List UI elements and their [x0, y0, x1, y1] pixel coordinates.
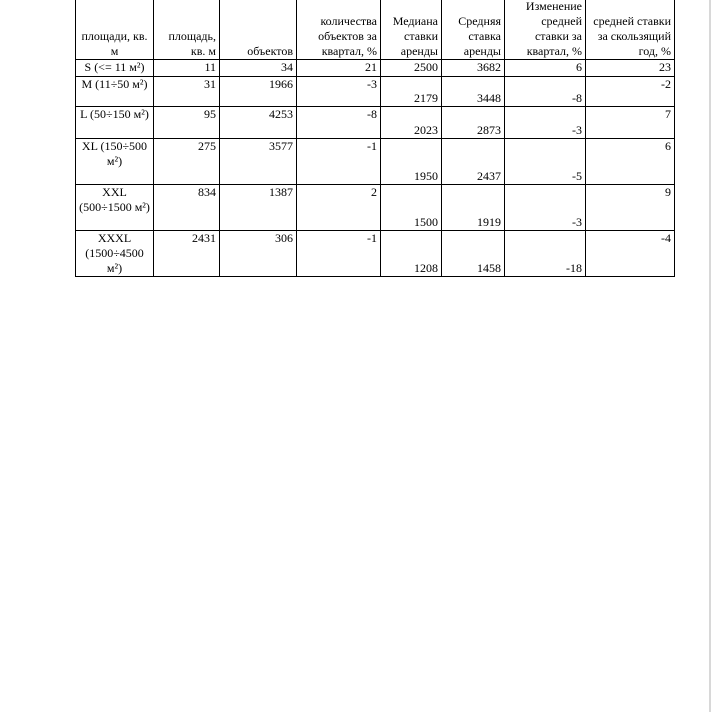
avg-rate: 3448 [442, 77, 505, 107]
avg-area: 11 [154, 60, 220, 77]
avg-rate: 1919 [442, 185, 505, 231]
size-class: XXL (500÷1500 м²) [76, 185, 154, 231]
rate-change-year: 23 [586, 60, 675, 77]
size-class: XXXL (1500÷4500 м²) [76, 231, 154, 277]
header-rate-change-year: средней ставки за скользящий год, % [586, 0, 675, 60]
table-row [76, 231, 675, 277]
size-class: XL (150÷500 м²) [76, 139, 154, 185]
rate-change-year: -4 [586, 231, 675, 277]
median-rate: 1950 [381, 139, 442, 185]
rate-change-year: 9 [586, 185, 675, 231]
avg-rate: 1458 [442, 231, 505, 277]
count-change: 21 [297, 60, 381, 77]
avg-area: 95 [154, 107, 220, 139]
table-row [76, 77, 675, 107]
rate-change-quarter: -18 [505, 231, 586, 277]
header-count-change: количества объектов за квартал, % [297, 0, 381, 60]
avg-area: 31 [154, 77, 220, 107]
table-row [76, 107, 675, 139]
object-count: 3577 [220, 139, 297, 185]
rate-change-year: 7 [586, 107, 675, 139]
rate-change-quarter: -5 [505, 139, 586, 185]
rent-rates-table [75, 0, 675, 277]
object-count: 34 [220, 60, 297, 77]
header-avg-area: площадь, кв. м [154, 0, 220, 60]
object-count: 1966 [220, 77, 297, 107]
count-change: -3 [297, 77, 381, 107]
table-row [76, 185, 675, 231]
rate-change-quarter: -8 [505, 77, 586, 107]
avg-area: 2431 [154, 231, 220, 277]
median-rate: 2023 [381, 107, 442, 139]
header-object-count: объектов [220, 0, 297, 60]
header-median-rate: Медиана ставки аренды [381, 0, 442, 60]
avg-rate: 3682 [442, 60, 505, 77]
median-rate: 2179 [381, 77, 442, 107]
median-rate: 2500 [381, 60, 442, 77]
table-header-row [76, 0, 675, 60]
count-change: -1 [297, 139, 381, 185]
object-count: 1387 [220, 185, 297, 231]
median-rate: 1500 [381, 185, 442, 231]
object-count: 306 [220, 231, 297, 277]
size-class: L (50÷150 м²) [76, 107, 154, 139]
header-area-range: площади, кв. м [76, 0, 154, 60]
avg-rate: 2437 [442, 139, 505, 185]
header-avg-rate: Средняя ставка аренды [442, 0, 505, 60]
count-change: -8 [297, 107, 381, 139]
median-rate: 1208 [381, 231, 442, 277]
rate-change-year: -2 [586, 77, 675, 107]
table-row [76, 139, 675, 185]
object-count: 4253 [220, 107, 297, 139]
rate-change-quarter: 6 [505, 60, 586, 77]
size-class: S (<= 11 м²) [76, 60, 154, 77]
count-change: 2 [297, 185, 381, 231]
rate-change-year: 6 [586, 139, 675, 185]
size-class: M (11÷50 м²) [76, 77, 154, 107]
avg-area: 834 [154, 185, 220, 231]
rate-change-quarter: -3 [505, 107, 586, 139]
avg-area: 275 [154, 139, 220, 185]
table-row [76, 60, 675, 77]
header-rate-change-quarter: Изменение средней ставки за квартал, % [505, 0, 586, 60]
count-change: -1 [297, 231, 381, 277]
rate-change-quarter: -3 [505, 185, 586, 231]
avg-rate: 2873 [442, 107, 505, 139]
